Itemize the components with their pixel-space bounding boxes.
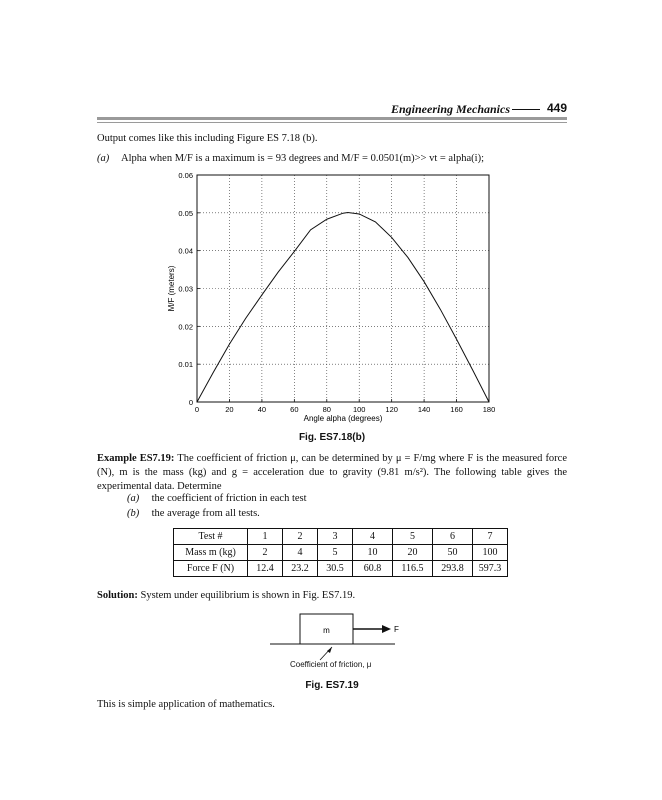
header-dash <box>512 109 540 110</box>
table-cell: 60.8 <box>353 561 393 577</box>
x-tick-label: 40 <box>257 405 267 414</box>
y-tick-label: 0.05 <box>178 208 193 218</box>
table-cell: 116.5 <box>393 561 433 577</box>
table-cell: 5 <box>393 529 433 545</box>
page-number: 449 <box>547 101 568 115</box>
x-tick-label: 180 <box>482 405 496 414</box>
header-rule <box>97 117 567 120</box>
x-tick-label: 60 <box>290 405 299 414</box>
table-cell: 23.2 <box>283 561 318 577</box>
example-item-b-label: (b) <box>127 508 140 519</box>
y-tick-label: 0.02 <box>178 322 193 332</box>
table-row <box>174 561 508 577</box>
y-tick-label: 0.06 <box>178 171 193 180</box>
table-cell: 50 <box>433 545 473 561</box>
y-tick-label: 0.04 <box>178 246 193 256</box>
x-tick-label: 80 <box>322 405 331 414</box>
table-row <box>174 545 508 561</box>
table-cell: 5 <box>318 545 353 561</box>
x-tick-label: 140 <box>417 405 431 414</box>
table-cell: Force F (N) <box>174 561 248 577</box>
example-label: Example ES7.19: <box>97 453 175 464</box>
table-cell: 293.8 <box>433 561 473 577</box>
header-rule-thin <box>97 122 567 123</box>
table-cell: 2 <box>248 545 283 561</box>
example-item-b-text: the average from all tests. <box>151 508 260 519</box>
friction-label: Coefficient of friction, μ <box>290 660 372 669</box>
x-tick-label: 120 <box>385 405 398 414</box>
example-item-a-text: the coefficient of friction in each test <box>151 493 307 504</box>
force-label: F <box>394 625 399 634</box>
closing-line: This is simple application of mathematics. <box>97 699 275 710</box>
x-tick-label: 160 <box>450 405 463 414</box>
table-cell: 597.3 <box>473 561 508 577</box>
y-tick-label: 0 <box>188 398 193 407</box>
table-cell: 2 <box>283 529 318 545</box>
table-cell: 12.4 <box>248 561 283 577</box>
y-axis-label: M/F (meters) <box>167 265 176 312</box>
solution-text: System under equilibrium is shown in Fig. ES7.19. <box>140 590 356 601</box>
intro-item-label: (a) <box>97 153 110 164</box>
table-cell: 100 <box>473 545 508 561</box>
solution-paragraph <box>97 589 567 603</box>
intro-line-1: Output comes like this including Figure ES 7.18 (b). <box>97 133 318 144</box>
table-cell: Test # <box>174 529 248 545</box>
table-cell: 30.5 <box>318 561 353 577</box>
table-cell: Mass m (kg) <box>174 545 248 561</box>
table-cell: 7 <box>473 529 508 545</box>
x-axis-label: Angle alpha (degrees) <box>303 414 383 423</box>
example-text: The coefficient of friction μ, can be determined by μ = F/mg where F is the measured force (N), m is the mass (kg) and g = acceleration due to gravity (9.81 m/s²). The following table gives the experimental data. Determine <box>97 453 568 492</box>
solution-label: Solution: <box>97 590 138 601</box>
figure-caption-es7-18b: Fig. ES7.18(b) <box>298 432 366 443</box>
x-tick-label: 100 <box>352 405 366 414</box>
y-tick-label: 0.03 <box>178 284 193 294</box>
example-item-b <box>127 507 260 521</box>
y-tick-label: 0.01 <box>178 360 193 370</box>
chart-ticks <box>197 175 489 402</box>
chart-tick-labels <box>178 171 495 414</box>
friction-data-table <box>173 528 508 577</box>
mf-vs-alpha-chart <box>150 166 510 430</box>
table-cell: 1 <box>248 529 283 545</box>
force-arrow-head <box>382 625 391 633</box>
x-tick-label: 0 <box>194 405 200 414</box>
example-item-a <box>127 492 307 506</box>
table-cell: 4 <box>283 545 318 561</box>
figure-caption-es7-19: Fig. ES7.19 <box>305 680 359 691</box>
table-cell: 6 <box>433 529 473 545</box>
table-cell: 4 <box>353 529 393 545</box>
intro-line-2-text: Alpha when M/F is a maximum is = 93 degrees and M/F = 0.0501(m)>> vt = alpha(i); <box>121 153 484 164</box>
mass-label: m <box>323 626 330 635</box>
intro-line-2 <box>97 152 567 166</box>
x-tick-label: 20 <box>225 405 234 414</box>
chart-grid <box>197 175 489 402</box>
table-cell: 20 <box>393 545 433 561</box>
table-cell: 10 <box>353 545 393 561</box>
table-row <box>174 529 508 545</box>
series-line-mf <box>197 212 489 402</box>
example-paragraph <box>97 452 567 494</box>
table-cell: 3 <box>318 529 353 545</box>
plot-frame <box>197 175 489 402</box>
running-header-title: Engineering Mechanics <box>390 102 510 116</box>
example-item-a-label: (a) <box>127 493 140 504</box>
